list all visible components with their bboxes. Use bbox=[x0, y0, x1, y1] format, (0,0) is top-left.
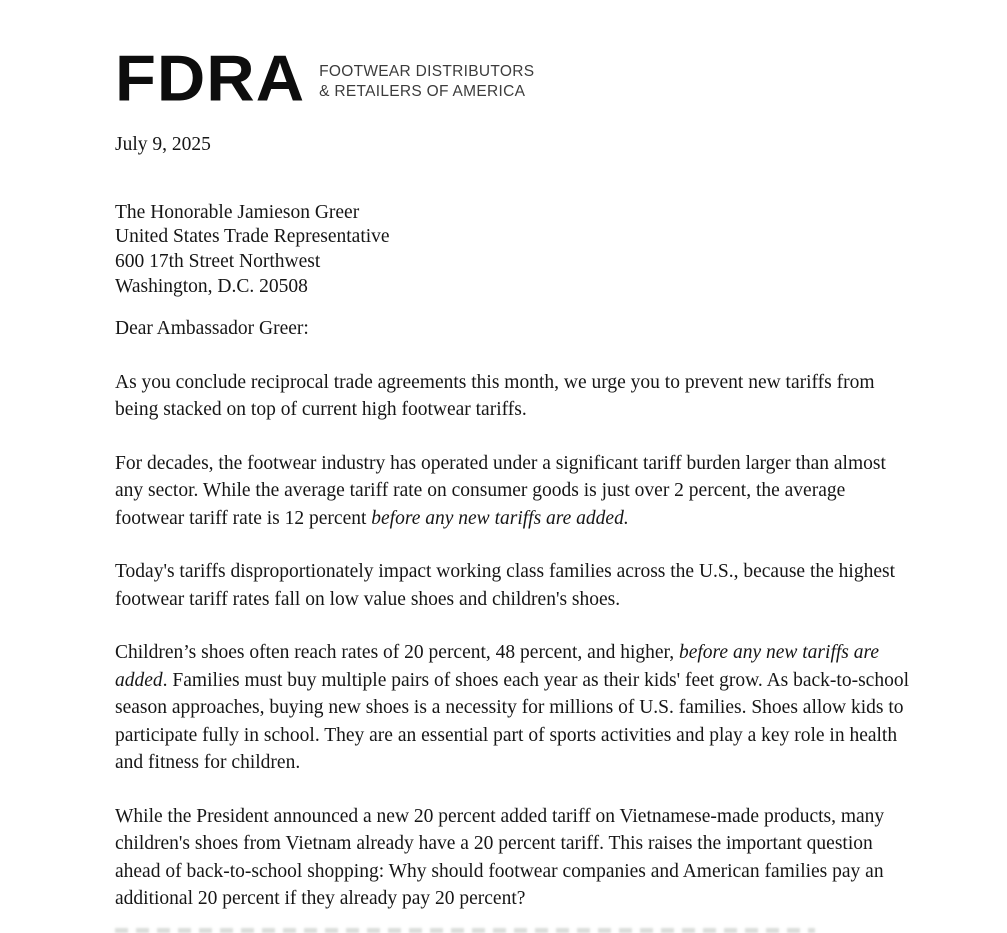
recipient-name: The Honorable Jamieson Greer bbox=[115, 201, 360, 223]
letter-date: July 9, 2025 bbox=[115, 134, 211, 155]
paragraph: Today's tariffs disproportionately impact working class families across the U.S., because the highest footwear tariff rates fall on low value shoes and children's shoes. bbox=[115, 561, 895, 610]
fdra-logotype: FDRA bbox=[115, 42, 306, 116]
paragraph: For decades, the footwear industry has operated under a significant tariff burden larger than almost any sector. While the average tariff rate on consumer goods is just over 2 percent, the average footwear tariff rate is 12 percent before any new tariffs are added. bbox=[115, 452, 886, 529]
clipped-next-line-top bbox=[115, 928, 815, 933]
paragraph: As you conclude reciprocal trade agreements this month, we urge you to prevent new tariffs from being stacked on top of current high footwear tariffs. bbox=[115, 371, 875, 421]
recipient-city: Washington, D.C. 20508 bbox=[115, 275, 308, 297]
salutation: Dear Ambassador Greer: bbox=[115, 318, 309, 340]
paragraph: While the President announced a new 20 percent added tariff on Vietnamese-made products, many children's shoes from Vietnam already have a 20 percent tariff. This raises the important question ahead of back-to-school shopping: Why should footwear companies and American families pay an additional 20 percent if they already pay 20 percent? bbox=[115, 805, 885, 910]
fdra-tagline-line1: FOOTWEAR DISTRIBUTORS bbox=[319, 63, 535, 80]
recipient-title: United States Trade Representative bbox=[115, 226, 390, 248]
letter-body bbox=[115, 369, 910, 913]
recipient-address-block bbox=[115, 201, 910, 300]
fdra-tagline bbox=[319, 55, 534, 102]
recipient-street: 600 17th Street Northwest bbox=[115, 250, 321, 272]
fdra-tagline-line2: & RETAILERS OF AMERICA bbox=[319, 83, 526, 100]
paragraph: Children’s shoes often reach rates of 20 percent, 48 percent, and higher, before any new tariffs are added. Families must buy multiple pairs of shoes each year as their kids' feet grow. As back-to-school season approaches, buying new shoes is a necessity for millions of U.S. families. Shoes allow kids to participate fully in school. They are an essential part of sports activities and play a key role in health and fitness for children. bbox=[115, 642, 909, 774]
fdra-logo bbox=[115, 42, 910, 116]
letter-content bbox=[115, 42, 910, 913]
